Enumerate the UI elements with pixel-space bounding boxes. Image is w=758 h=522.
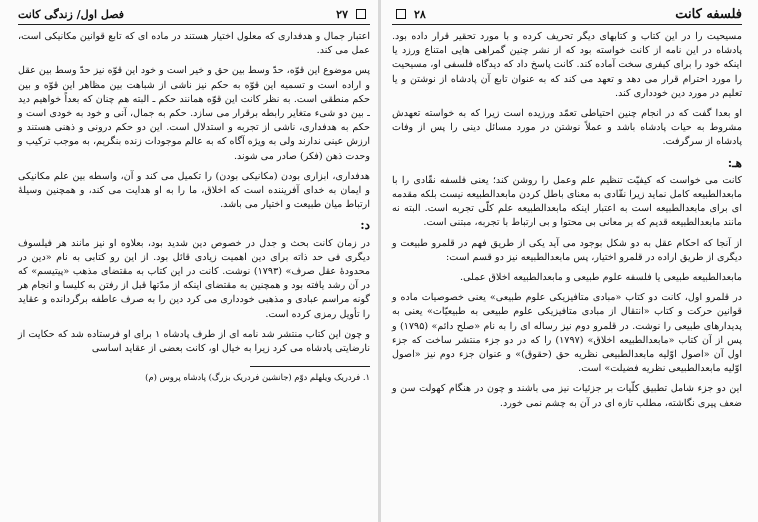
right-page-header xyxy=(392,4,742,25)
right-page xyxy=(392,0,742,522)
right-page-number: ۲۸ xyxy=(414,7,426,21)
footnote-divider xyxy=(250,366,370,367)
left-paragraph-3: هدفداری، ابزاری بودن (مکانیکی بودن) را تکمیل می کند و آن، واسطه بین علم مکانیکی و ایمان به خدای آفریننده است که اخلاق، ما را به او هدایت می کند، و همچنین وسیلهٔ ارتباط میان طبیعت و اختیار می باشد. xyxy=(18,170,370,211)
square-ornament-icon xyxy=(396,9,406,19)
right-paragraph-4: از آنجا که احکام عقل به دو شکل بوجود می آید یکی از طریق فهم در قلمرو طبیعت و دیگری از طریق اراده در قلمرو اختیار، پس مابعدالطبیعه نیز دو قسم است: xyxy=(392,237,742,263)
left-paragraph-1: اعتبار جمال و هدفداری که معلول اختیار هستند در ماده ای که تابع قوانین مکانیکی است، عمل می کند. xyxy=(18,31,370,57)
left-paragraph-2: پس موضوع این قوّه، حدّ وسط بین حق و خیر است و خود این قوّه نیز حدّ وسط بین عقل و اراده است و تسمیه این قوّه به حکم نیز ناشی از شباهت بین مظاهر این قوّه و بین حکم منطقی است. به نظر کانت این قوّه همانند حکم ـ البته هم چنان که بعداً خواهیم دید ـ بین دو شیء متغایر رابطه برقرار می سازد. حکم به جمال، آنی و خود به خودی است و حکم به هدفداری، ناشی از تجربه و استدلال است. این دو حکم درونی و ذهنی هستند و ارزش عینی ندارند ولی به ویژه آگاه که به عالم موجودات زنده بنگریم، به موجب ترکیب و وحدت ذهن (فکر) صادر می شوند. xyxy=(18,65,370,162)
square-ornament-icon xyxy=(356,9,366,19)
left-section-marker: د: xyxy=(360,218,370,233)
right-paragraph-5: مابعدالطبیعه طبیعی یا فلسفه علوم طبیعی و مابعدالطبیعه اخلاق عملی. xyxy=(460,272,742,284)
left-page-body xyxy=(18,30,370,383)
left-paragraph-4: در زمان کانت بحث و جدل در خصوص دین شدید بود، بعلاوه او نیز مانند هر فیلسوف دیگری فی حد ذاته برای دین اهمیت زیادی قائل بود. از این رو کتابی به نام «دین در محدودهٔ عقل صرف» (۱۷۹۳) نوشت. کانت در این کتاب به مقتضای مذهب «پیتیسم» که در آن رشد یافته بود و همچنین به مقتضای اینکه از مدّتها قبل از رفتن به کلیسا و انجام هر گونه مراسم عبادی و مذهبی خودداری می کرد دین را به صرف عاطفه برگردانده و عقاید را تأویل رمزی کرده است. xyxy=(18,237,370,320)
right-paragraph-3: کانت می خواست که کیفیّت تنظیم علم وعمل را روشن کند؛ یعنی فلسفه نقّادی را با مابعدالطبیعه کامل نماید زیرا نقّادی به معنای باطل کردن مابعدالطبیعه نیست بلکه مقدمه ای برای مابعدالطبیعه است به اعتبار اینکه مابعدالطبیعه علم کلّی تجربه است. البته نه مانند مابعدالطبیعه قدیم که بر معانی بی محتوا و بی ارتباط با تجربه، مبتنی است. xyxy=(392,174,742,229)
right-paragraph-7: این دو جزء شامل تطبیق کلّیات بر جزئیات نیز می باشند و چون در هنگام کهولت سن و ضعف پیری نگاشته، مطلب تازه ای در آن به چشم نمی خورد. xyxy=(392,383,742,409)
right-paragraph-2: او بعدا گفت که در انجام چنین احتیاطی تعمّد ورزیده است زیرا که به خواسته تعهدش مشروط به حیات پادشاه باشد و عملاً نوشتن در مورد مسائل دینی را پس از وفات پادشاه از سرگرفت. xyxy=(392,108,742,148)
book-gutter xyxy=(378,0,381,522)
left-paragraph-5: و چون این کتاب منتشر شد نامه ای از طرف پادشاه ۱ برای او فرستاده شد که حکایت از نارضایتی پادشاه می کرد زیرا به خیال او، کانت بعضی از عقاید اساسی xyxy=(18,328,370,355)
right-running-title: فلسفه کانت xyxy=(675,6,742,22)
right-page-body xyxy=(392,30,742,417)
left-page-header xyxy=(18,4,370,25)
left-page xyxy=(18,0,370,522)
right-section-marker: هـ: xyxy=(727,155,742,170)
right-paragraph-6: در قلمرو اول، کانت دو کتاب «مبادی متافیزیکی علوم طبیعی» یعنی خصوصیات ماده و قوانین حرکت و کتاب «انتقال از مبادی متافیزیکی علوم طبیعی به طبیعیّات» یعنی به پدیدارهای طبیعی را نوشت. در قلمرو دوم نیز رساله ای را به نام «صلح دائم» (۱۷۹۵) و پس از آن کتاب «مابعدالطبیعه اخلاق» (۱۷۹۷) را که در دو جزء منتشر ساخت که جزء اول آن «اصول اوّلیه مابعدالطبیعی نظریه حق (حقوق)» و عنوان جزء دوم نیز «اصول اوّلیه مابعدالطبیعی نظریه فضیلت» است. xyxy=(392,292,742,375)
left-page-number: ۲۷ xyxy=(336,7,348,21)
right-paragraph-1: مسیحیت را در این کتاب و کتابهای دیگر تحریف کرده و با مورد تحقیر قرار داده بود. پادشاه در این نامه از کانت خواسته بود که از نشر چنین گمراهی هایی امتناع ورزد یا اینکه خود را برای کیفری سخت آماده کند. کانت پاسخ داد که دیدگاه فلسفی او، مسیحیت را مورد احترام قرار می دهد و تعهد می کند که به عنوان تابع آن پادشاه از نوشتن و یا تعلیم در مورد دین خودداری کند. xyxy=(392,31,742,99)
left-footnote: ۱. فردریک ویلهلم دوّم (جانشین فردریک بزرگ) پادشاه پروس (م) xyxy=(145,372,370,383)
right-number-group xyxy=(392,8,426,21)
left-running-title: فصل اول/ زندگی کانت xyxy=(18,7,124,21)
left-title-group xyxy=(336,8,370,21)
